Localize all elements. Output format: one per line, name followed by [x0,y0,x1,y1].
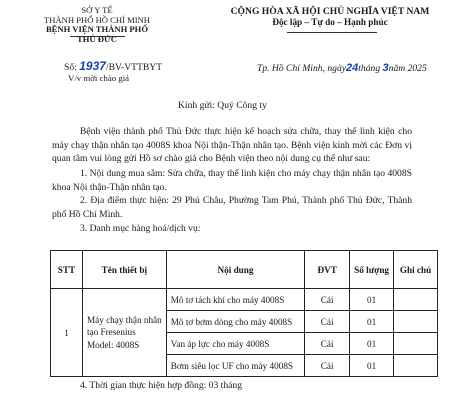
document-number-suffix: /BV-VTTBYT [105,62,163,73]
table-row [51,289,438,311]
item-3: 3. Danh mục hàng hoá/dịch vụ: [80,223,201,234]
date-prefix: Tp. Hồ Chí Minh, ngày [257,63,347,74]
issuer-header [42,6,152,44]
date-year: năm 2025 [388,63,427,74]
row-qty: 01 [350,355,394,377]
goods-table [50,250,438,377]
row-content: Bơm siêu lọc UF cho máy 4008S [166,355,304,377]
item-4: 4. Thời gian thực hiện hợp đồng: 03 tháng [80,380,242,391]
date-month-handwritten: 3 [382,62,389,74]
header-qty: Số lượng [350,251,394,289]
date-line [257,62,427,76]
document-number-prefix: Số: [64,62,77,73]
row-unit: Cái [305,311,350,333]
row-unit: Cái [305,333,350,355]
row-note [394,289,438,311]
header-content: Nội dung [166,251,304,289]
item-2: 2. Địa điểm thực hiện: 29 Phú Châu, Phường Tam Phú, Thành phố Thủ Đức, Thành phố Hồ Chí Minh. [52,195,412,220]
row-note [394,311,438,333]
header-note: Ghi chú [394,251,438,289]
document-number-handwritten: 1937 [79,59,106,73]
row-qty: 01 [350,333,394,355]
header-unit: ĐVT [305,251,350,289]
row-content: Van áp lực cho máy 4008S [166,333,304,355]
salutation: Kính gửi: Quý Công ty [178,100,267,111]
item-1: 1. Nội dung mua sắm: Sửa chữa, thay thế linh kiện cho máy chạy thận nhân tạo 4008S khoa Nội thận-Thận nhân tạo. [52,168,412,193]
row-unit: Cái [305,355,350,377]
issuer-underline [70,36,125,37]
row-note [394,355,438,377]
issuer-line-2: THÀNH PHỐ HỒ CHÍ MINH [44,14,150,25]
intro-paragraph: Bệnh viện thành phố Thủ Đức thực hiện kế hoạch sửa chữa, thay thế linh kiện cho máy chạy thận nhân tạo 4008S khoa Nội thận-Thận nhân tạo. Bệnh viện kính mời các Đơn vị quan tâm vui lòng gửi Hồ sơ chào giá cho Bệnh viện theo nội dung cụ thể như sau: [52,126,412,164]
date-day-handwritten: 24 [346,62,359,74]
date-month-label: tháng [358,63,381,74]
national-header [230,6,430,28]
motto-underline [287,32,377,33]
row-content: Mô tơ tách khí cho máy 4008S [166,289,304,311]
header-device: Tên thiết bị [82,251,166,289]
row-note [394,333,438,355]
document-subject: V/v mời chào giá [68,73,130,83]
row-qty: 01 [350,289,394,311]
issuer-line-1: SỞ Y TẾ [81,5,113,15]
national-motto-line-2: Độc lập – Tự do – Hạnh phúc [272,17,388,27]
row-content: Mô tơ bơm dòng cho máy 4008S [166,311,304,333]
header-stt: STT [51,251,83,289]
national-motto-line-1: CỘNG HÒA XÃ HỘI CHỦ NGHĨA VIỆT NAM [230,6,430,17]
row-stt: 1 [51,289,83,377]
row-unit: Cái [305,289,350,311]
table-header-row [51,251,438,289]
issuer-line-3: BỆNH VIỆN THÀNH PHỐ THỦ ĐỨC [45,24,149,44]
row-qty: 01 [350,311,394,333]
row-device: Máy chạy thận nhân tạo Fresenius Model: 4008S [82,289,166,377]
